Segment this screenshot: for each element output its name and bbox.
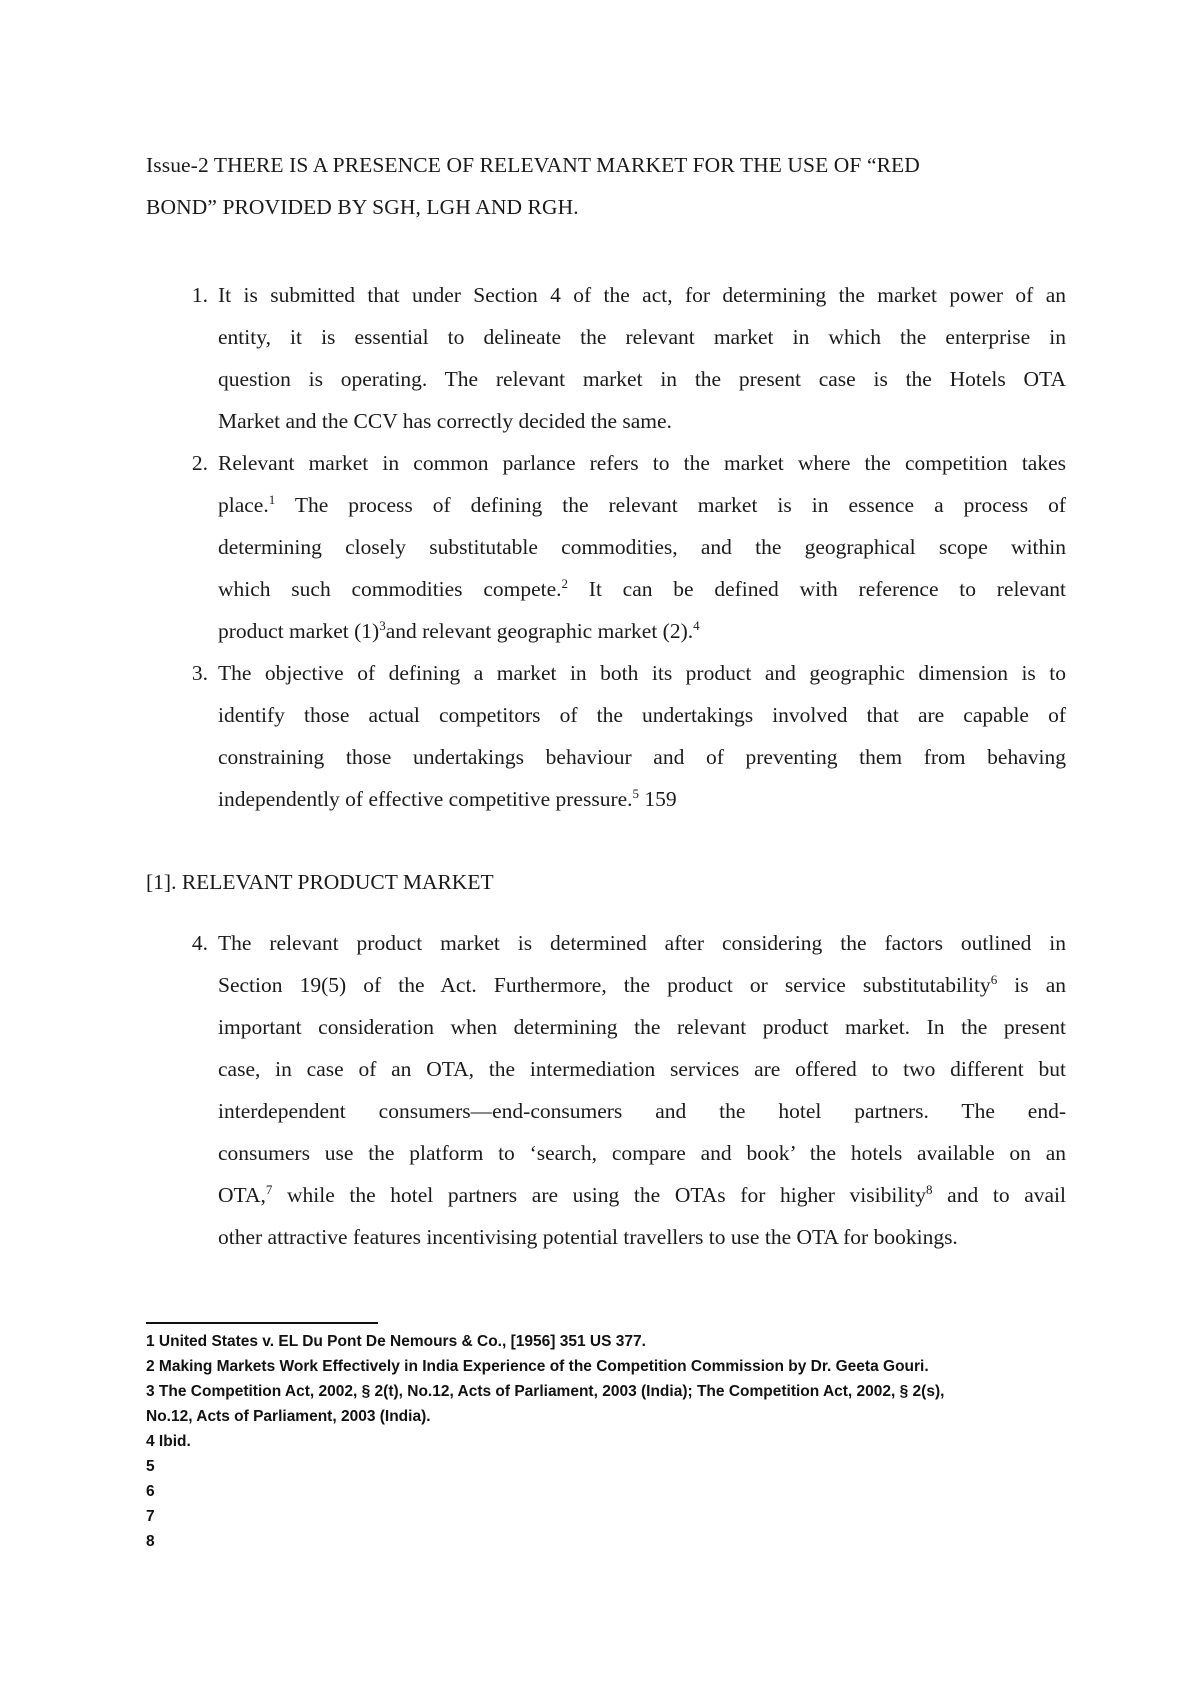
text-run: 159 bbox=[639, 787, 677, 811]
paragraph-line bbox=[218, 964, 1066, 1006]
footnote-1: 1 United States v. EL Du Pont De Nemours & Co., [1956] 351 US 377. bbox=[146, 1333, 646, 1350]
issue-heading-line-2: BOND” PROVIDED BY SGH, LGH AND RGH. bbox=[146, 195, 579, 219]
paragraph-line bbox=[218, 1174, 1066, 1216]
paragraph-line bbox=[218, 568, 1066, 610]
footnote-ref-1[interactable]: 1 bbox=[268, 491, 276, 507]
footnote-4: 4 Ibid. bbox=[146, 1433, 191, 1450]
paragraph-line: identify those actual competitors of the undertakings involved that are capable of bbox=[218, 703, 1066, 727]
footnote-separator bbox=[146, 1322, 378, 1324]
paragraph-line bbox=[218, 610, 1066, 652]
text-run: product market (1) bbox=[218, 619, 380, 643]
paragraph-number: 2. bbox=[191, 451, 208, 475]
paragraph-line: Market and the CCV has correctly decided the same. bbox=[218, 409, 672, 433]
paragraph-line: The objective of defining a market in both its product and geographic dimension is to bbox=[218, 661, 1066, 685]
paragraph-line: constraining those undertakings behaviour and of preventing them from behaving bbox=[218, 745, 1066, 769]
text-run: Section 19(5) of the Act. Furthermore, the product or service substitutability bbox=[218, 973, 991, 997]
issue-heading bbox=[146, 144, 1066, 228]
text-run: while the hotel partners are using the OTAs for higher visibility bbox=[272, 1183, 927, 1207]
paragraph-line: determining closely substitutable commodities, and the geographical scope within bbox=[218, 535, 1066, 559]
paragraph-line bbox=[218, 778, 1066, 820]
issue-heading-line-1: Issue-2 THERE IS A PRESENCE OF RELEVANT MARKET FOR THE USE OF “RED bbox=[146, 153, 920, 177]
paragraph-line: entity, it is essential to delineate the relevant market in which the enterprise in bbox=[218, 325, 1066, 349]
paragraph-text bbox=[218, 442, 1066, 652]
footnote-3: 3 The Competition Act, 2002, § 2(t), No.12, Acts of Parliament, 2003 (India); The Competition Act, 2002, § 2(s), bbox=[146, 1383, 945, 1400]
paragraph-number: 3. bbox=[191, 661, 208, 685]
paragraph-number: 4. bbox=[191, 931, 208, 955]
paragraph-line: case, in case of an OTA, the intermediation services are offered to two different but bbox=[218, 1057, 1066, 1081]
footnote-8: 8 bbox=[146, 1533, 155, 1550]
paragraph-text bbox=[218, 922, 1066, 1258]
footnote-ref-8[interactable]: 8 bbox=[926, 1181, 933, 1197]
text-run: independently of effective competitive pressure. bbox=[218, 787, 633, 811]
footnote-7: 7 bbox=[146, 1508, 155, 1525]
footnote-ref-3[interactable]: 3 bbox=[379, 617, 386, 633]
text-run: place. bbox=[218, 493, 269, 517]
footnote-3-continued: No.12, Acts of Parliament, 2003 (India). bbox=[146, 1408, 431, 1425]
paragraph-line: question is operating. The relevant market in the present case is the Hotels OTA bbox=[218, 367, 1066, 391]
paragraph-line: Relevant market in common parlance refers to the market where the competition takes bbox=[218, 451, 1066, 475]
footnote-ref-7[interactable]: 7 bbox=[265, 1181, 273, 1197]
footnote-ref-6[interactable]: 6 bbox=[990, 971, 998, 987]
footnote-ref-5[interactable]: 5 bbox=[632, 785, 640, 801]
paragraph-line: important consideration when determining the relevant product market. In the present bbox=[218, 1015, 1066, 1039]
text-run: OTA, bbox=[218, 1183, 266, 1207]
paragraph-line: The relevant product market is determined after considering the factors outlined in bbox=[218, 931, 1066, 955]
footnotes bbox=[146, 1329, 1066, 1554]
paragraph-line bbox=[218, 484, 1066, 526]
text-run: is an bbox=[997, 973, 1066, 997]
paragraph-line: It is submitted that under Section 4 of the act, for determining the market power of an bbox=[218, 283, 1066, 307]
footnote-ref-2[interactable]: 2 bbox=[561, 575, 569, 591]
text-run: and relevant geographic market (2). bbox=[385, 619, 694, 643]
footnote-5: 5 bbox=[146, 1458, 155, 1475]
paragraph-line: consumers use the platform to ‘search, compare and book’ the hotels available on an bbox=[218, 1141, 1066, 1165]
paragraph-number: 1. bbox=[191, 283, 208, 307]
text-run: which such commodities compete. bbox=[218, 577, 562, 601]
text-run: It can be defined with reference to relevant bbox=[568, 577, 1066, 601]
text-run: The process of defining the relevant market is in essence a process of bbox=[275, 493, 1066, 517]
paragraph-line: other attractive features incentivising potential travellers to use the OTA for bookings. bbox=[218, 1225, 958, 1249]
paragraph-line: interdependent consumers—end-consumers and the hotel partners. The end- bbox=[218, 1099, 1066, 1123]
footnote-ref-4[interactable]: 4 bbox=[693, 617, 700, 633]
paragraph-text bbox=[218, 274, 1066, 442]
text-run: and to avail bbox=[932, 1183, 1066, 1207]
paragraph-text bbox=[218, 652, 1066, 820]
footnote-2: 2 Making Markets Work Effectively in India Experience of the Competition Commission by Dr. Geeta Gouri. bbox=[146, 1358, 929, 1375]
footnote-6: 6 bbox=[146, 1483, 155, 1500]
section-heading: [1]. RELEVANT PRODUCT MARKET bbox=[146, 870, 494, 894]
